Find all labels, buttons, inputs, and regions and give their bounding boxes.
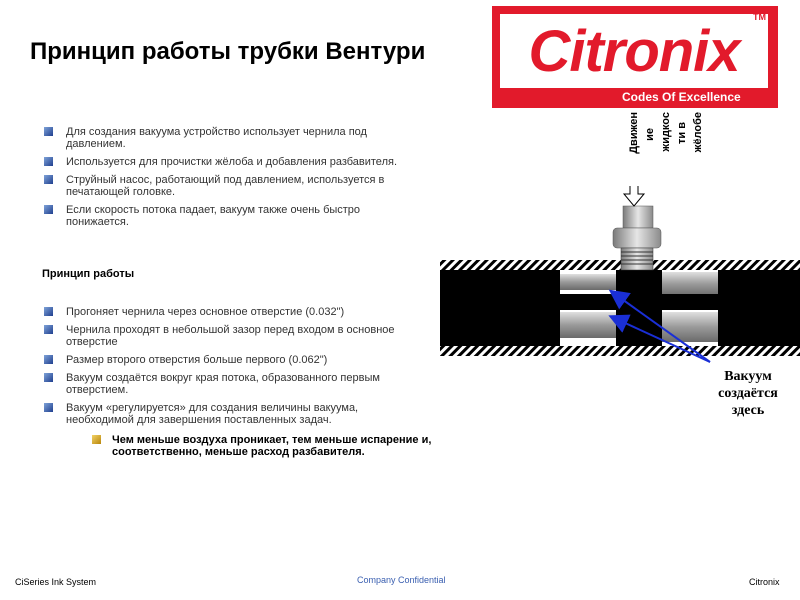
bullet-item: Размер второго отверстия больше первого (0.062") xyxy=(44,354,424,366)
flow-label-line: жидкос xyxy=(660,112,672,152)
bullet-item: Если скорость потока падает, вакуум также очень быстро понижается. xyxy=(44,204,424,228)
hatch-bottom xyxy=(440,346,800,356)
section-title: Принцип работы xyxy=(42,268,135,280)
bullet-square-icon xyxy=(44,175,53,184)
bullet-square-icon xyxy=(44,325,53,334)
bullet-square-icon xyxy=(44,373,53,382)
bullet-item: Вакуум создаётся вокруг края потока, образованного первым отверстием. xyxy=(44,372,424,396)
vacuum-label-line: создаётся xyxy=(718,386,778,401)
fitting-nut xyxy=(623,206,653,228)
fitting-thread xyxy=(621,248,653,270)
bullet-item: Вакуум «регулируется» для создания величины вакуума, необходимой для завершения поставленных задач. xyxy=(44,402,424,426)
principle-bullet-list xyxy=(44,306,424,432)
orifice-insert-top xyxy=(560,274,616,290)
vacuum-label-line: Вакуум xyxy=(724,369,772,384)
vacuum-label xyxy=(706,368,790,419)
bullet-square-icon xyxy=(44,205,53,214)
page-title: Принцип работы трубки Вентури xyxy=(30,38,426,65)
footer-center: Company Confidential xyxy=(357,575,446,585)
citronix-logo xyxy=(492,6,778,108)
vacuum-label-line: здесь xyxy=(731,403,765,418)
logo-trademark: TM xyxy=(753,12,766,22)
sub-bullet-square-icon xyxy=(92,435,101,444)
fitting-hex xyxy=(613,228,661,248)
bullet-item: Чернила проходят в небольшой зазор перед входом в основное отверстие xyxy=(44,324,424,348)
second-insert-bottom xyxy=(662,312,718,342)
bullet-square-icon xyxy=(44,127,53,136)
footer-left: CiSeries Ink System xyxy=(15,577,97,587)
hatch-top xyxy=(440,260,800,270)
logo-word: Citronix xyxy=(528,19,740,84)
bullet-item: Струйный насос, работающий под давлением, используется в печатающей головке. xyxy=(44,174,424,198)
flow-down-arrow xyxy=(624,186,644,206)
flow-label-line: ие xyxy=(644,128,656,141)
flow-channel xyxy=(560,294,718,310)
sub-bullet-item: Чем меньше воздуха проникает, тем меньше испарение и, соответственно, меньше расход разбавителя. xyxy=(92,434,442,458)
flow-label-line: жёлобе xyxy=(692,112,704,153)
bullet-item: Используется для прочистки жёлоба и добавления разбавителя. xyxy=(44,156,424,168)
bullet-item: Для создания вакуума устройство использует чернила под давлением. xyxy=(44,126,424,150)
flow-label-line: Движен xyxy=(628,112,640,154)
intro-bullet-list xyxy=(44,126,424,234)
venturi-diagram xyxy=(440,186,800,386)
bullet-square-icon xyxy=(44,157,53,166)
bullet-square-icon xyxy=(44,355,53,364)
bullet-square-icon xyxy=(44,403,53,412)
orifice-insert-bottom xyxy=(560,312,616,338)
bullet-item: Прогоняет чернила через основное отверстие (0.032") xyxy=(44,306,424,318)
bullet-square-icon xyxy=(44,307,53,316)
footer-right: Citronix xyxy=(749,577,780,587)
logo-box xyxy=(500,14,768,88)
flow-label-line: ти в xyxy=(676,122,688,144)
logo-tagline: Codes Of Excellence xyxy=(622,90,741,104)
second-insert-top xyxy=(662,272,718,296)
